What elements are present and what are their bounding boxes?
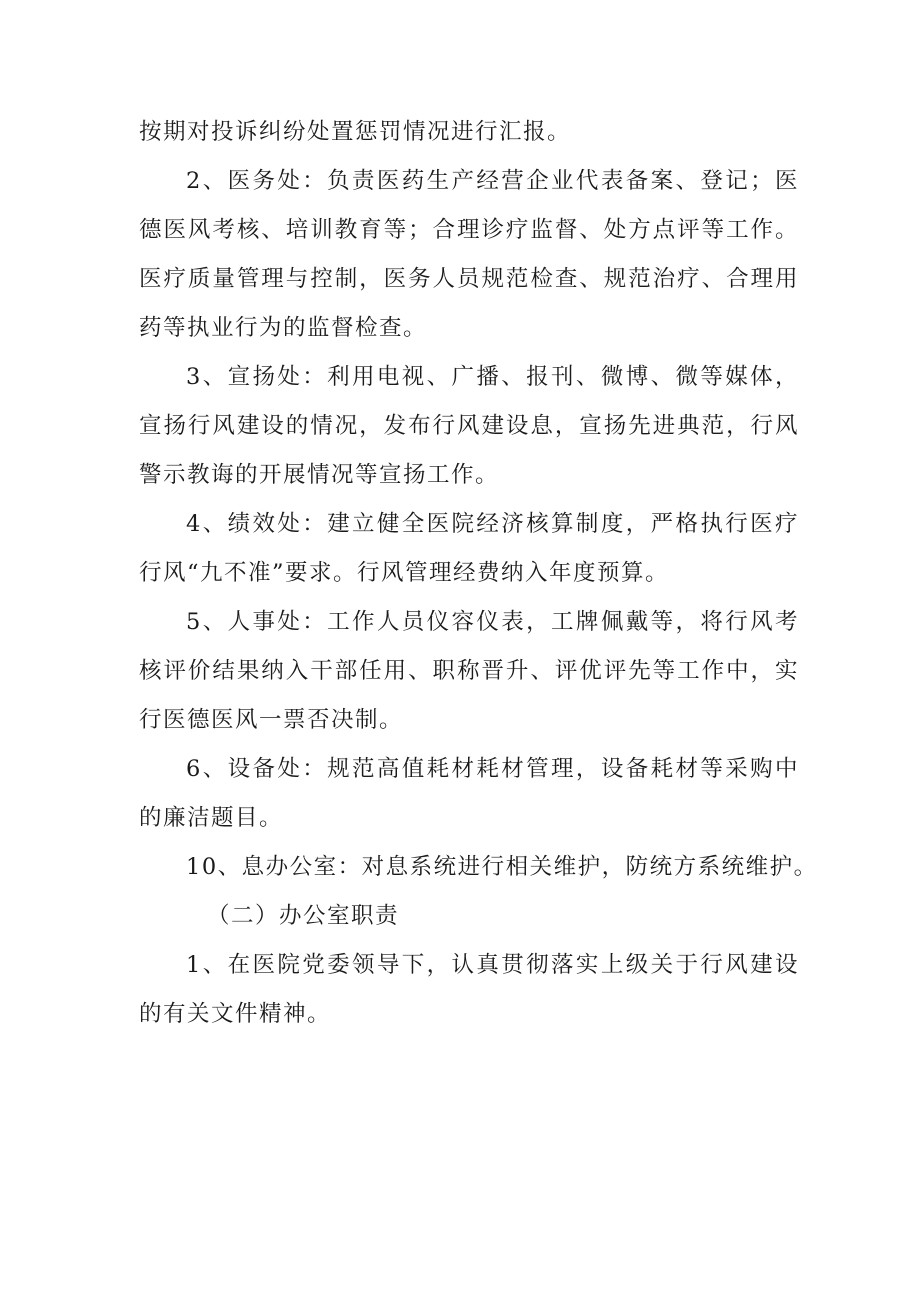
paragraph-publicity: 3、宣扬处：利用电视、广播、报刊、微博、微等媒体，宣扬行风建设的情况，发布行风建设息，宣扬先进典范，行风警示教诲的开展情况等宣扬工作。 <box>139 364 799 488</box>
paragraph-equipment: 6、设备处：规范高值耗材耗材管理，设备耗材等采购中的廉洁题目。 <box>139 756 799 831</box>
section-heading-office-duties: （二）办公室职责 <box>207 903 400 929</box>
paragraph-medical-affairs: 2、医务处：负责医药生产经营企业代表备案、登记；医德医风考核、培训教育等；合理诊疗监督、处方点评等工作。医疗质量管理与控制，医务人员规范检查、规范治疗、合理用药等执业行为的监督检查。 <box>139 168 799 341</box>
paragraph-information-office: 10、息办公室：对息系统进行相关维护，防统方系统维护。 <box>186 854 818 880</box>
paragraph-party-leadership: 1、在医院党委领导下，认真贯彻落实上级关于行风建设的有关文件精神。 <box>139 952 799 1027</box>
document-body <box>139 108 818 1039</box>
paragraph-complaint-report: 按期对投诉纠纷处置惩罚情况进行汇报。 <box>139 119 572 145</box>
paragraph-personnel: 5、人事处：工作人员仪容仪表，工牌佩戴等，将行风考核评价结果纳入干部任用、职称晋升、评优评先等工作中，实行医德医风一票否决制。 <box>139 609 799 733</box>
paragraph-performance: 4、绩效处：建立健全医院经济核算制度，严格执行医疗行风“九不准”要求。行风管理经费纳入年度预算。 <box>139 511 799 586</box>
